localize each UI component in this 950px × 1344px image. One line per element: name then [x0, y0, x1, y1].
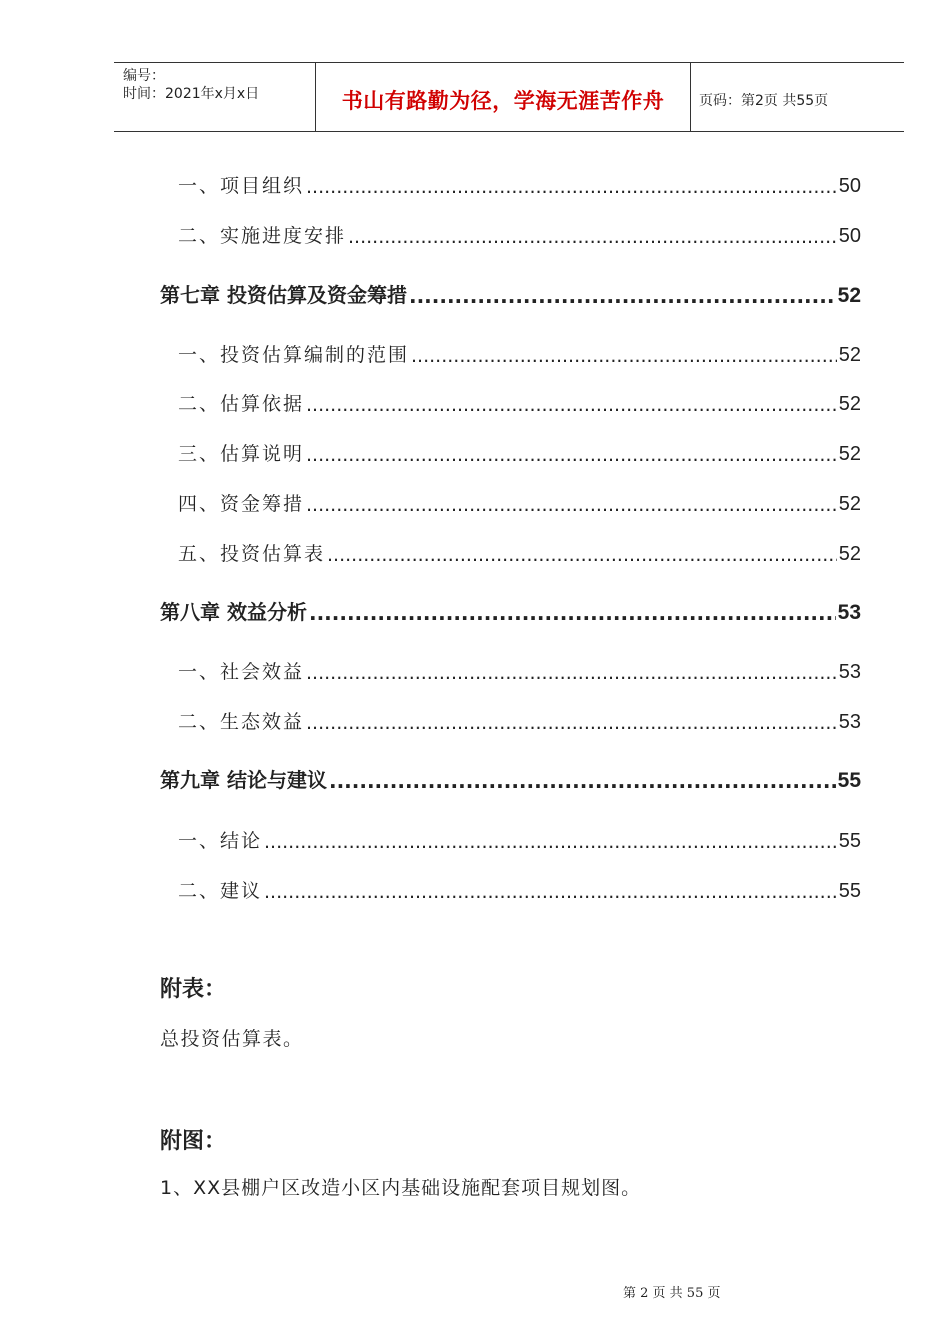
toc-dot-leader — [306, 176, 837, 198]
toc-entry-page: 52 — [838, 493, 861, 515]
toc-section-row — [178, 386, 861, 416]
appendix-table-item: 总投资估算表。 — [160, 1028, 304, 1050]
toc-entry-title: 一、结论 — [178, 830, 263, 852]
toc-dot-leader — [306, 494, 837, 516]
toc-section-row — [178, 486, 861, 516]
toc-dot-leader — [409, 284, 836, 308]
toc-dot-leader — [327, 544, 837, 566]
toc-entry-title: 一、项目组织 — [178, 175, 305, 197]
toc-entry-page: 53 — [837, 601, 861, 624]
toc-dot-leader — [306, 712, 837, 734]
toc-entry-page: 53 — [838, 711, 861, 733]
appendix-figure-heading: 附图： — [160, 1129, 227, 1154]
toc-section-row — [178, 873, 861, 903]
toc-entry-page: 52 — [838, 344, 861, 366]
header-time-label: 时间：2021年x月x日 — [123, 86, 260, 102]
toc-section-row — [178, 536, 861, 566]
toc-entry-page: 52 — [838, 443, 861, 465]
toc-dot-leader — [306, 444, 837, 466]
toc-entry-title: 二、建议 — [178, 880, 263, 902]
header-motto: 书山有路勤为径，学海无涯苦作舟 — [341, 89, 665, 113]
toc-entry-page: 55 — [837, 769, 861, 792]
appendix-table-heading: 附表： — [160, 977, 227, 1002]
toc-entry-page: 50 — [838, 225, 861, 247]
toc-dot-leader — [306, 394, 837, 416]
toc-entry-title: 一、社会效益 — [178, 661, 305, 683]
toc-entry-page: 53 — [838, 661, 861, 683]
toc-dot-leader — [264, 831, 837, 853]
toc-entry-title: 二、实施进度安排 — [178, 225, 347, 247]
toc-section-row — [178, 337, 861, 367]
header-page-label: 页码：第2页 共55页 — [699, 93, 829, 109]
toc-entry-page: 52 — [838, 543, 861, 565]
toc-dot-leader — [306, 662, 837, 684]
toc-dot-leader — [348, 226, 837, 248]
toc-section-row — [178, 218, 861, 248]
toc-entry-title: 四、资金筹措 — [178, 493, 305, 515]
toc-section-row — [178, 168, 861, 198]
toc-entry-page: 50 — [838, 175, 861, 197]
page-header — [114, 62, 904, 132]
toc-section-row — [178, 823, 861, 853]
toc-section-row — [178, 436, 861, 466]
toc-chapter-row — [160, 595, 861, 625]
toc-section-row — [178, 654, 861, 684]
toc-entry-title: 第九章 结论与建议 — [160, 768, 327, 792]
toc-entry-page: 52 — [837, 284, 861, 307]
toc-dot-leader — [411, 345, 837, 367]
toc-entry-title: 第八章 效益分析 — [160, 600, 307, 624]
toc-dot-leader — [264, 881, 837, 903]
footer-page-number: 第 2 页 共 55 页 — [623, 1286, 721, 1301]
toc-dot-leader — [329, 769, 836, 793]
header-motto-cell — [316, 63, 691, 131]
header-number-label: 编号： — [123, 68, 165, 84]
appendix-figure-item: 1、XX县棚户区改造小区内基础设施配套项目规划图。 — [160, 1177, 642, 1199]
toc-entry-title: 二、估算依据 — [178, 393, 305, 415]
toc-section-row — [178, 704, 861, 734]
toc-entry-title: 三、估算说明 — [178, 443, 305, 465]
header-meta-cell — [114, 63, 316, 131]
toc-entry-title: 五、投资估算表 — [178, 543, 326, 565]
toc-chapter-row — [160, 278, 861, 308]
toc-chapter-row — [160, 763, 861, 793]
toc-entry-title: 一、投资估算编制的范围 — [178, 344, 410, 366]
toc-entry-title: 二、生态效益 — [178, 711, 305, 733]
toc-entry-page: 52 — [838, 393, 861, 415]
toc-entry-page: 55 — [838, 880, 861, 902]
header-page-cell — [691, 63, 904, 131]
toc-entry-page: 55 — [838, 830, 861, 852]
toc-entry-title: 第七章 投资估算及资金筹措 — [160, 283, 407, 307]
toc-dot-leader — [309, 601, 836, 625]
